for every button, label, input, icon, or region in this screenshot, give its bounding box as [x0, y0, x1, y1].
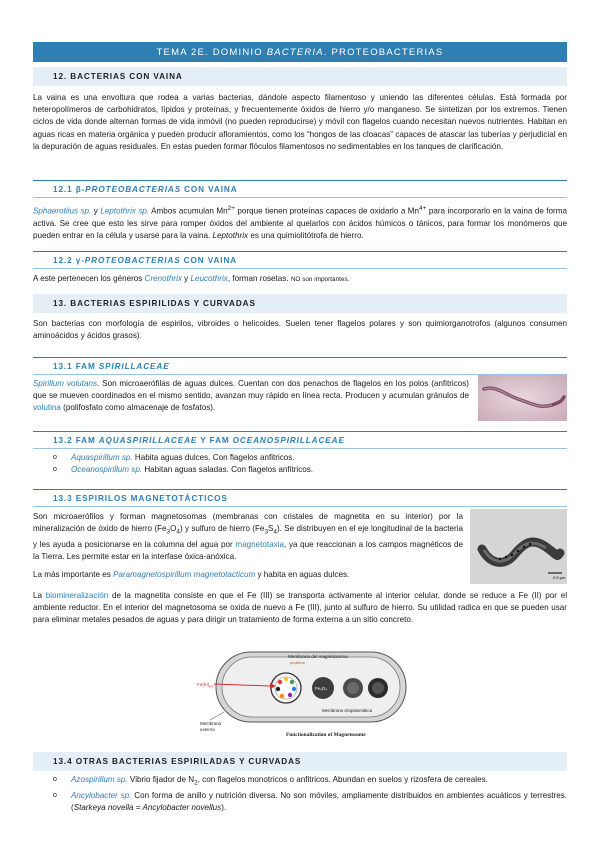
label-protein: proteína	[290, 660, 305, 665]
heading-italic: PROTEOBACTERIAS	[85, 184, 182, 194]
heading-part: 13.2 FAM	[53, 435, 96, 445]
superscript: 4+	[419, 205, 427, 212]
section-13-3-p3	[33, 590, 567, 627]
species-name: Ancylobacter sp.	[71, 790, 132, 800]
note-small: NO son importantes.	[290, 276, 350, 283]
species-name: Oceanospirillum sp.	[71, 465, 143, 475]
species-name: Leptothrix sp.	[100, 206, 150, 216]
species-name: Azospirillum sp.	[71, 775, 128, 784]
section-13-heading: 13. BACTERIAS ESPIRILIDAS Y CURVADAS	[33, 294, 567, 313]
keyword: biomineralización	[45, 591, 109, 600]
text-run: ).	[221, 803, 227, 813]
section-12-body: La vaina es una envoltura que rodea a varias bacterias, dándole aspecto filamentoso y uniendo las diferentes células. Está formada por heteropolímeros de carbohidratos, lípidos y proteínas, y frecuentemente óxidos de hierro y/o manganeso. Se sintetizan por los extremos. Tienen ciclos de vida donde alternan formas de vida inmóvil (no pueden reproducirse) y móvil con flagelos cuando necesitan nuevos nutrientes. Habitan en aguas ricas en materia orgánica y pueden producir afloramientos, como los “hongos de las cloacas” capaces de atascar las tuberías y perjudicial en la depuración de aguas residuales. En estas pueden formar flóculos filamentosos no sedimentables en los tanques de clarificación.	[33, 93, 567, 151]
species-name: Spirillum volutans	[33, 379, 98, 388]
banner-suffix: . PROTEOBACTERIAS	[323, 46, 444, 58]
heading-part: CON VAINA	[184, 184, 238, 194]
section-13-2-list	[53, 452, 567, 476]
scale-bar-label: 0.5 µm	[553, 575, 566, 580]
text-run: porque tienen proteínas capaces de oxidarlo a Mn	[234, 206, 420, 216]
species-name: Aquaspirillum sp.	[71, 453, 133, 462]
text-run: Con forma de anillo y nutrición diversa. No son móviles, ampliamente distribuidos en ambientes acuáticos y terrestres. (	[71, 790, 567, 813]
text-run: La más importante es	[33, 570, 114, 579]
label-magnetosome-membrane: Membrana del magnetosoma	[288, 654, 348, 659]
section-13-body: Son bacterias con morfología de espirilos, vibroides o helicoides. Suelen tener flagelos polares y son quimiorganotrofos (algunos consumen aminoácidos y ácidos grasos).	[33, 319, 567, 341]
species-name: Paramagnetospirillum magnetotacticum	[113, 570, 256, 579]
spirillum-micrograph	[478, 375, 567, 421]
heading-part: 13.1 FAM	[53, 361, 96, 371]
keyword: magnetotaxia	[235, 540, 284, 550]
subscript: 4	[176, 528, 180, 536]
heading-part: CON VAINA	[183, 255, 238, 265]
text-run: y habita en aguas dulces.	[255, 570, 350, 579]
section-13-3-body	[33, 511, 463, 563]
heading-italic: SPIRILLACEAE	[98, 361, 170, 371]
section-12-heading: 12. BACTERIAS CON VAINA	[33, 67, 567, 86]
bullet-icon: o	[53, 791, 57, 799]
section-12-1-heading	[33, 180, 567, 198]
text-run: ) y sulfuro de hierro (Fe	[179, 524, 265, 534]
section-13-1-heading	[33, 357, 567, 375]
keyword: volutina	[33, 403, 61, 413]
text-run: y	[181, 274, 191, 283]
section-13-4-list	[53, 774, 567, 814]
text-run: Son microaerófilos y forman magnetosomas (membranas con cristales de magnetita en su interior) por la mineralización de óxido de hierro (Fe	[33, 512, 463, 534]
banner-prefix: TEMA 2E. DOMINIO	[156, 46, 263, 58]
bullet-icon: o	[53, 466, 57, 474]
subscript: 2	[194, 779, 198, 787]
list-item	[53, 774, 567, 790]
superscript: 2+	[227, 205, 235, 212]
diagram-caption: Functionalization of Magnetosome	[286, 732, 366, 738]
label-cytoplasmic-membrane: Membrana citoplasmática	[322, 708, 373, 713]
text-run: Habitan aguas saladas. Con flagelos anfitricos.	[142, 465, 314, 475]
heading-italic: PROTEOBACTERIAS	[84, 255, 181, 265]
text-run: , forman rosetas.	[227, 274, 291, 283]
text-run: (polifosfato como almacenaje de fosfatos).	[60, 403, 216, 413]
magnetosome-diagram	[194, 646, 414, 744]
fe-text: Fe(III)	[197, 682, 210, 687]
text-run: es una quimiolitótrofa de hierro.	[248, 231, 364, 241]
text-run: para incorporarlo en la vaina de forma activa. Se cree que esto les sirve para romper óxidos del ambiente al quelarlos con ácidos húmicos o tánicos, para formar los monómeros que pueden entrar en la célula y usarse para la vaina.	[33, 206, 567, 241]
banner-italic: BACTERIA	[266, 46, 324, 58]
text-run: Habita aguas dulces. Con flagelos anfitricos.	[132, 453, 295, 462]
section-13-3-heading: 13.3 ESPIRILOS MAGNETOTÁCTICOS	[33, 489, 567, 507]
text-run: S	[268, 524, 274, 534]
text-run: A este pertenecen los géneros	[33, 274, 145, 283]
text-run: ). Se distribuyen en el eje longitudinal de la bacteria y les ayuda a posicionarse en la columna del agua por	[33, 524, 463, 550]
subscript: 3	[264, 528, 268, 536]
label-external-membrane-2: externa	[200, 727, 215, 732]
text-run: , ya que reaccionan a los campos magnéticos de la Tierra. Les permite estar en la interfase óxica-anóxica.	[33, 540, 463, 562]
text-run: La	[33, 591, 46, 600]
label-fe	[197, 682, 214, 689]
section-13-3-p2	[33, 569, 463, 581]
section-12-2-heading	[33, 251, 567, 269]
subscript: 3	[166, 528, 171, 536]
text-run: Vibrio fijador de N	[127, 775, 195, 784]
species-name: Leptothrix	[212, 231, 249, 241]
text-run: de la magnetita consiste en que el Fe (III) se transporta activamente al interior celular, donde se reduce a Fe (II) por el ambiente reductor. En el interior del magnetosoma se oxida de nuevo a Fe (III), junto al sulfuro de hierro. Su utilidad radica en que se pueden usar para eliminar metales pesados de aguas y para dirigir un tratamiento de forma externa a un sitio concreto.	[33, 591, 567, 625]
genus-name: Crenothrix	[144, 274, 182, 283]
text-run: O	[170, 524, 177, 534]
list-item	[53, 452, 567, 464]
label-external-membrane-1: Membrana	[200, 721, 221, 726]
genus-name: Leucothrix	[190, 274, 228, 283]
section-12-2-body	[33, 273, 567, 286]
list-item	[53, 464, 567, 476]
bullet-icon: o	[53, 454, 57, 461]
section-12-1-body	[33, 203, 567, 242]
list-item	[53, 790, 567, 814]
heading-italic: OCEANOSPIRILLACEAE	[232, 435, 345, 445]
species-name: Sphaerotilus sp.	[33, 206, 92, 216]
bullet-icon: o	[53, 776, 57, 783]
section-13-2-heading	[33, 431, 567, 449]
magnetospirillum-micrograph	[470, 509, 567, 584]
text-run: Ambos acumulan Mn	[149, 206, 228, 216]
text-run: , con flagelos monotricos o anfitricos. Abundan en suelos y rizosfera de cereales.	[197, 775, 488, 784]
synonym-italic: Starkeya novella = Ancylobacter novellus	[73, 803, 222, 813]
heading-part: 12.2 γ-	[53, 255, 85, 265]
heading-part: Y FAM	[200, 435, 230, 445]
heading-part: 12.1 β-	[53, 184, 86, 194]
text-run: . Son microaerófilas de aguas dulces. Cuentan con dos penachos de flagelos en los polos (anfitricos) que se mueven coordinados en el mismo sentido, avanzan muy rápido en línea recta. Producen y acumulan gránulos de	[33, 379, 469, 401]
fe-sub: ext	[209, 684, 214, 689]
section-13-4-heading: 13.4 OTRAS BACTERIAS ESPIRILADAS Y CURVADAS	[33, 752, 567, 771]
heading-italic: AQUASPIRILLACEAE	[98, 435, 198, 445]
text-run: y	[91, 206, 101, 216]
chapter-banner	[33, 42, 567, 62]
section-13-1-body	[33, 378, 469, 415]
subscript: 4	[273, 528, 277, 536]
label-fe3o4: Fe₃O₄	[315, 686, 328, 691]
